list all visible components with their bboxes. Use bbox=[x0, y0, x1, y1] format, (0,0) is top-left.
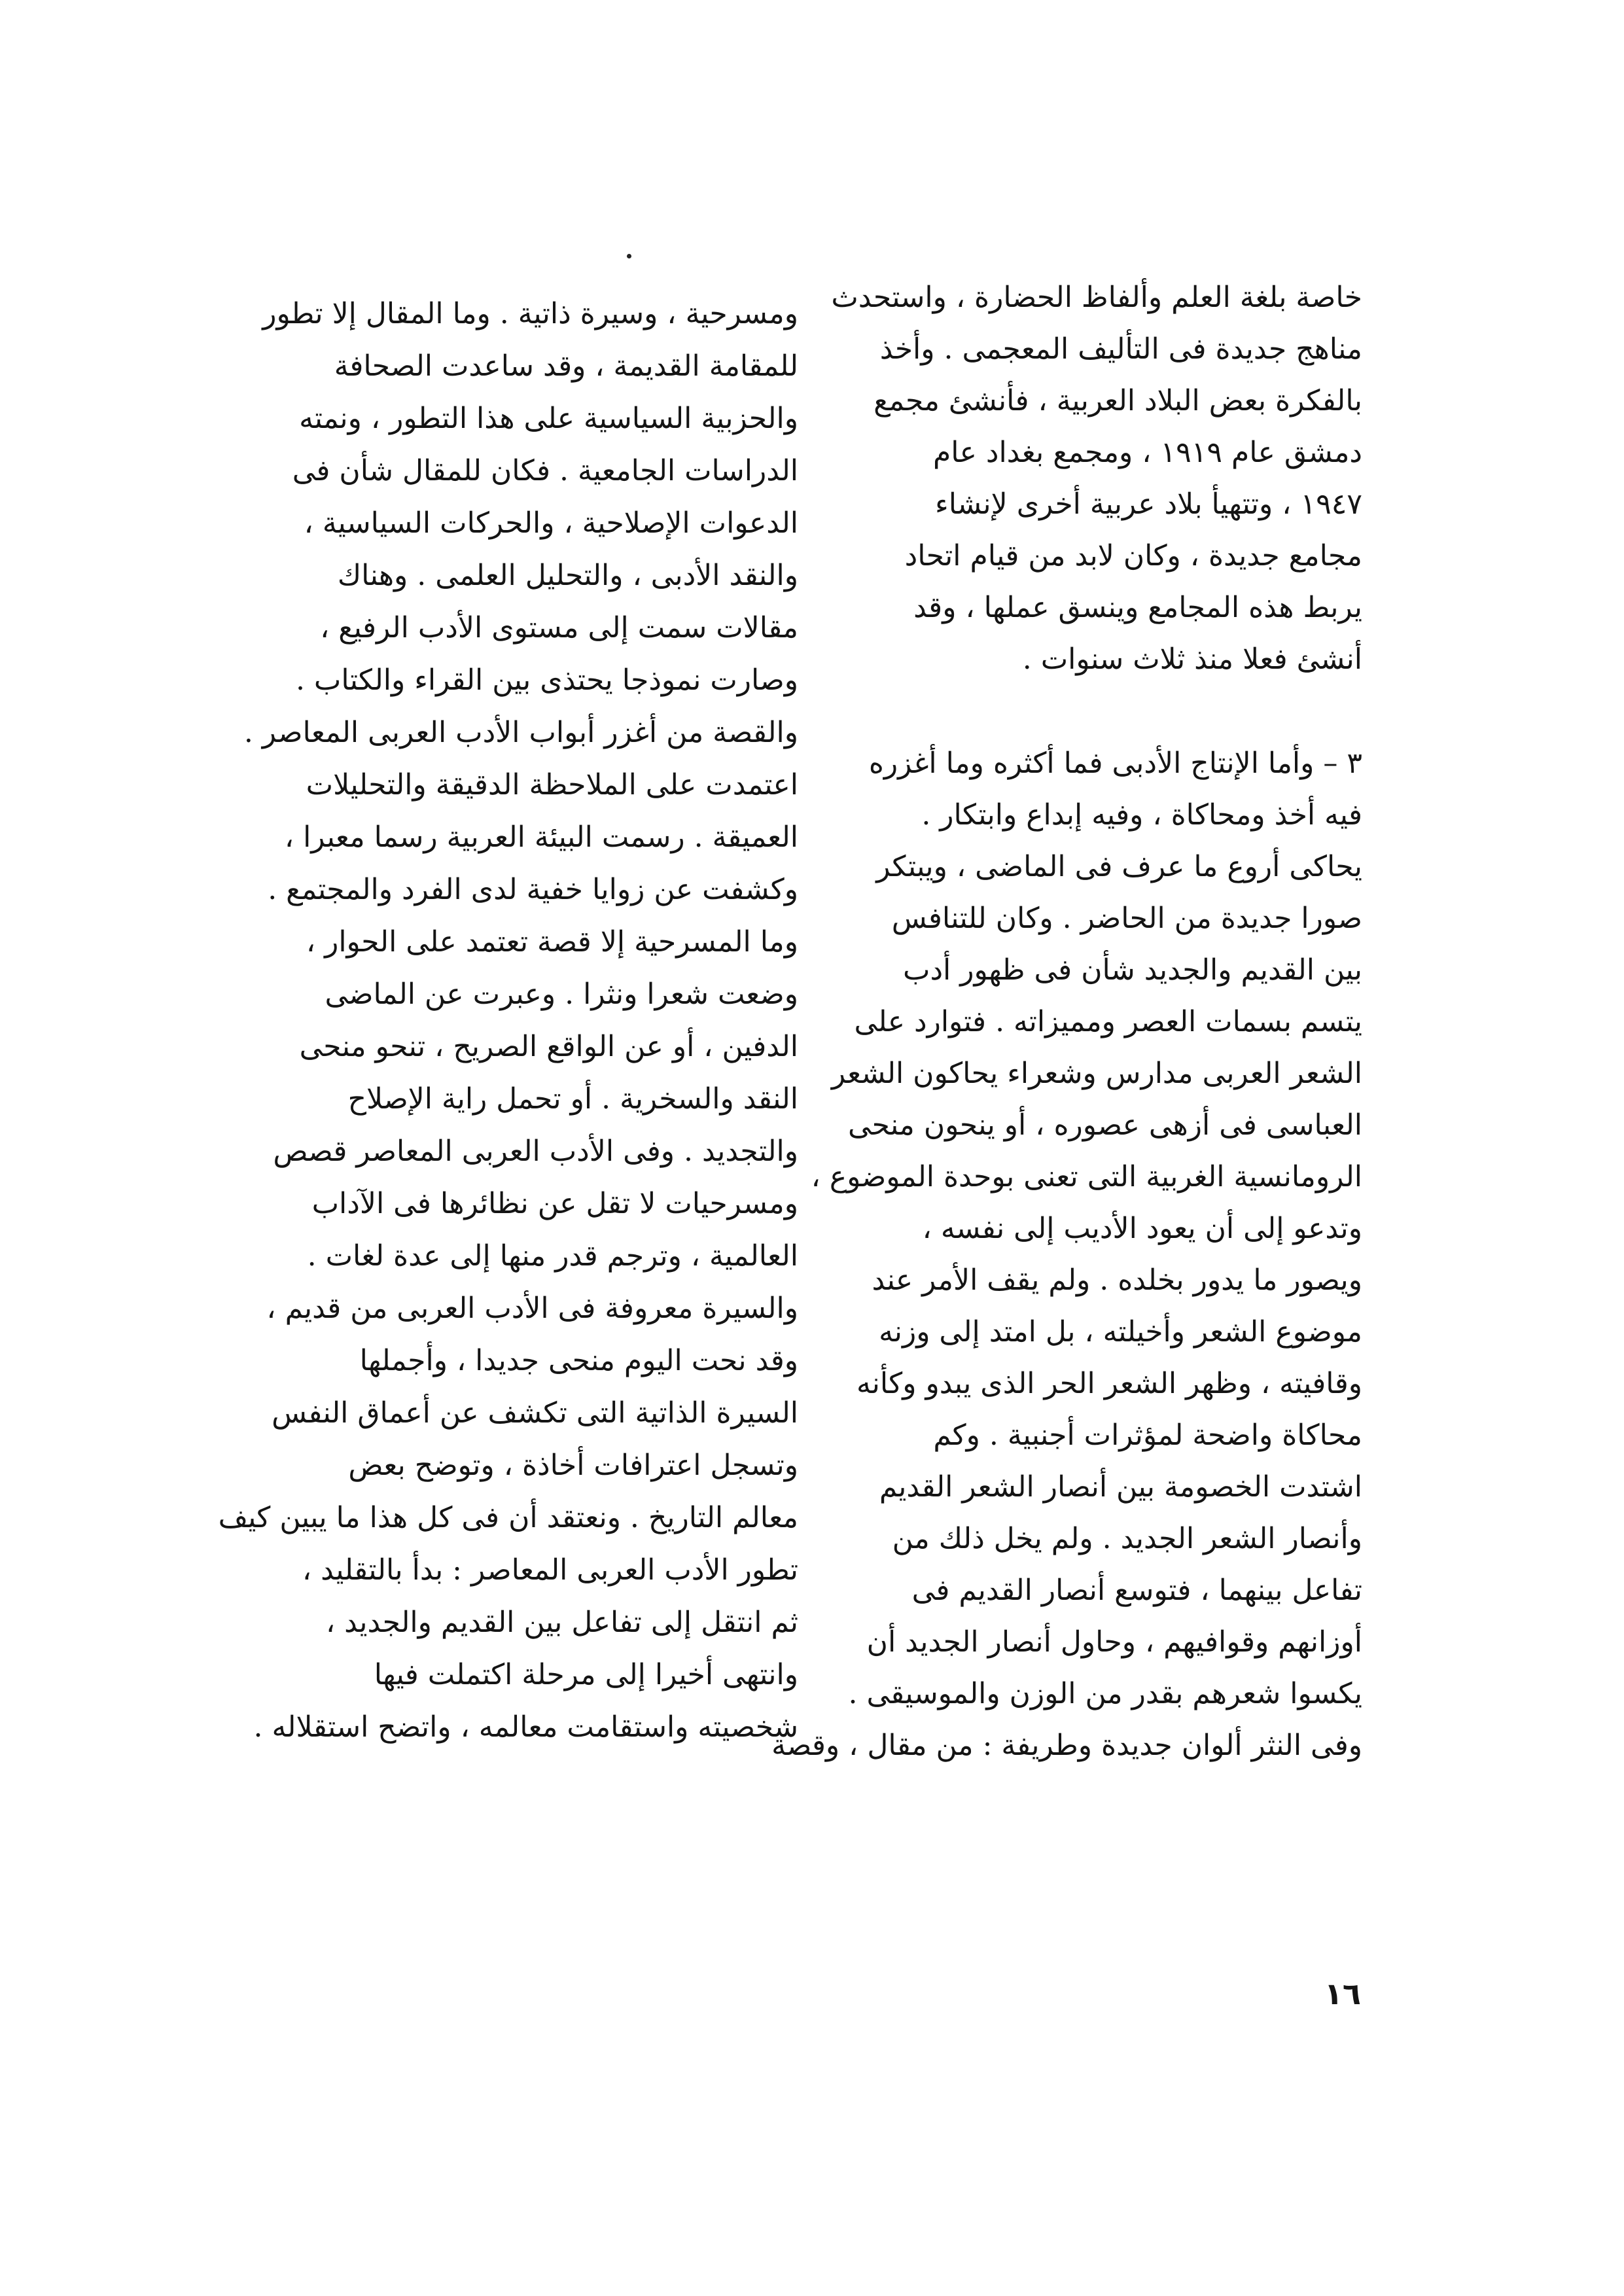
text-line: الدعوات الإصلاحية ، والحركات السياسية ، bbox=[304, 506, 798, 540]
text-line: وقد نحت اليوم منحى جديدا ، وأجملها bbox=[359, 1344, 798, 1377]
text-line: تطور الأدب العربى المعاصر : بدأ بالتقليد ، bbox=[302, 1553, 798, 1587]
text-line: وأنصار الشعر الجديد . ولم يخل ذلك من bbox=[892, 1522, 1362, 1555]
stray-dot-mark bbox=[627, 254, 631, 258]
text-line: اعتمدت على الملاحظة الدقيقة والتحليلات bbox=[306, 768, 798, 802]
page-number: ١٦ bbox=[1324, 1976, 1361, 2011]
text-line: والقصة من أغزر أبواب الأدب العربى المعاصر . bbox=[243, 716, 798, 749]
text-line: ١٩٤٧ ، وتتهيأ بلاد عربية أخرى لإنشاء bbox=[935, 487, 1362, 521]
text-line: العالمية ، وترجم قدر منها إلى عدة لغات . bbox=[307, 1239, 798, 1273]
text-line: وتدعو إلى أن يعود الأديب إلى نفسه ، bbox=[922, 1212, 1362, 1245]
text-line: صورا جديدة من الحاضر . وكان للتنافس bbox=[891, 902, 1362, 935]
text-line: وانتهى أخيرا إلى مرحلة اكتملت فيها bbox=[374, 1658, 798, 1691]
text-line: العميقة . رسمت البيئة العربية رسما معبرا ، bbox=[284, 821, 798, 854]
text-line: يتسم بسمات العصر ومميزاته . فتوارد على bbox=[854, 1005, 1362, 1038]
text-line: والسيرة معروفة فى الأدب العربى من قديم ، bbox=[266, 1292, 798, 1325]
text-line: خاصة بلغة العلم وألفاظ الحضارة ، واستحدث bbox=[831, 281, 1362, 314]
text-line: والحزبية السياسية على هذا التطور ، ونمته bbox=[299, 402, 798, 435]
text-line: مقالات سمت إلى مستوى الأدب الرفيع ، bbox=[320, 611, 798, 645]
text-line: محاكاة واضحة لمؤثرات أجنبية . وكم bbox=[933, 1419, 1362, 1452]
text-line: دمشق عام ١٩١٩ ، ومجمع بغداد عام bbox=[932, 436, 1362, 469]
text-line: شخصيته واستقامت معالمه ، واتضح استقلاله . bbox=[253, 1710, 798, 1744]
text-line: ثم انتقل إلى تفاعل بين القديم والجديد ، bbox=[325, 1606, 798, 1639]
text-line: أوزانهم وقوافيهم ، وحاول أنصار الجديد أن bbox=[866, 1625, 1362, 1659]
text-line: أنشئ فعلا منذ ثلاث سنوات . bbox=[1022, 643, 1362, 676]
text-line: والتجديد . وفى الأدب العربى المعاصر قصص bbox=[273, 1135, 798, 1168]
text-line: ومسرحيات لا تقل عن نظائرها فى الآداب bbox=[311, 1187, 798, 1220]
text-line: بين القديم والجديد شأن فى ظهور أدب bbox=[903, 953, 1362, 987]
text-line: معالم التاريخ . ونعتقد أن فى كل هذا ما يبين كيف bbox=[218, 1501, 798, 1534]
text-line: السيرة الذاتية التى تكشف عن أعماق النفس bbox=[272, 1396, 798, 1430]
text-line: الشعر العربى مدارس وشعراء يحاكون الشعر bbox=[831, 1057, 1362, 1090]
text-line: مناهج جديدة فى التأليف المعجمى . وأخذ bbox=[879, 332, 1362, 366]
text-line: موضوع الشعر وأخيلته ، بل امتد إلى وزنه bbox=[879, 1315, 1362, 1349]
text-line: فيه أخذ ومحاكاة ، وفيه إبداع وابتكار . bbox=[921, 798, 1362, 832]
text-line: ومسرحية ، وسيرة ذاتية . وما المقال إلا تطور bbox=[262, 297, 798, 330]
text-line: ويصور ما يدور بخلده . ولم يقف الأمر عند bbox=[872, 1263, 1362, 1297]
text-line: اشتدت الخصومة بين أنصار الشعر القديم bbox=[879, 1470, 1362, 1504]
text-line: وما المسرحية إلا قصة تعتمد على الحوار ، bbox=[306, 925, 798, 959]
text-line: تفاعل بينهما ، فتوسع أنصار القديم فى bbox=[911, 1574, 1362, 1607]
text-line: النقد والسخرية . أو تحمل راية الإصلاح bbox=[347, 1082, 798, 1116]
text-line: الرومانسية الغربية التى تعنى بوحدة الموضوع ، bbox=[811, 1160, 1362, 1193]
text-line: الدفين ، أو عن الواقع الصريح ، تنحو منحى bbox=[299, 1030, 798, 1063]
text-line: وصارت نموذجا يحتذى بين القراء والكتاب . bbox=[295, 663, 798, 697]
right-column bbox=[771, 272, 1362, 1771]
text-line: وكشفت عن زوايا خفية لدى الفرد والمجتمع . bbox=[268, 873, 798, 906]
left-paragraph-2 bbox=[218, 707, 798, 1754]
text-line: للمقامة القديمة ، وقد ساعدت الصحافة bbox=[334, 349, 798, 383]
text-line: مجامع جديدة ، وكان لابد من قيام اتحاد bbox=[904, 539, 1362, 573]
text-line: وفى النثر ألوان جديدة وطريفة : من مقال ، وقصة bbox=[771, 1729, 1362, 1762]
right-paragraph-2 bbox=[771, 737, 1362, 1771]
text-line: يربط هذه المجامع وينسق عملها ، وقد bbox=[913, 591, 1362, 624]
text-line: ٣ – وأما الإنتاج الأدبى فما أكثره وما أغزره bbox=[868, 747, 1362, 780]
text-line: وضعت شعرا ونثرا . وعبرت عن الماضى bbox=[325, 978, 798, 1011]
right-paragraph-1 bbox=[831, 272, 1362, 685]
text-line: الدراسات الجامعية . فكان للمقال شأن فى bbox=[292, 454, 798, 487]
text-line: وتسجل اعترافات أخاذة ، وتوضح بعض bbox=[348, 1449, 798, 1482]
left-paragraph-1 bbox=[262, 288, 798, 707]
text-line: بالفكرة بعض البلاد العربية ، فأنشئ مجمع bbox=[874, 384, 1362, 417]
left-column bbox=[218, 288, 798, 1754]
text-line: يكسوا شعرهم بقدر من الوزن والموسيقى . bbox=[848, 1677, 1362, 1710]
text-line: وقافيته ، وظهر الشعر الحر الذى يبدو وكأنه bbox=[856, 1367, 1362, 1400]
text-line: والنقد الأدبى ، والتحليل العلمى . وهناك bbox=[337, 559, 798, 592]
text-line: يحاكى أروع ما عرف فى الماضى ، ويبتكر bbox=[876, 850, 1362, 883]
paragraph-gap bbox=[844, 685, 1362, 737]
text-line: العباسى فى أزهى عصوره ، أو ينحون منحى bbox=[847, 1108, 1362, 1142]
